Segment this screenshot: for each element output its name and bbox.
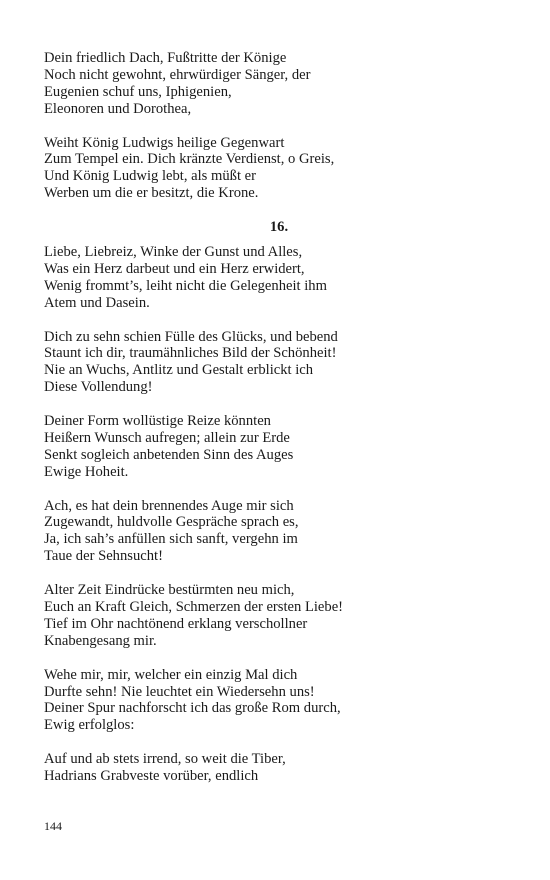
- verse-line: Ja, ich sah’s anfüllen sich sanft, vergehn im: [44, 531, 298, 548]
- stanza: [44, 582, 514, 650]
- stanza: [44, 751, 514, 785]
- stanza: [44, 413, 514, 481]
- verse-line: Ach, es hat dein brennendes Auge mir sich: [44, 497, 294, 514]
- verse-line: Senkt sogleich anbetenden Sinn des Auges: [44, 446, 294, 463]
- verse-line: Eleonoren und Dorothea,: [44, 100, 192, 117]
- stanza: [44, 498, 514, 566]
- verse-line: Auf und ab stets irrend, so weit die Tiber,: [44, 751, 286, 768]
- stanza: [44, 50, 514, 118]
- verse-line: Zum Tempel ein. Dich kränzte Verdienst, o Greis,: [44, 151, 335, 168]
- verse-line: Dein friedlich Dach, Fußtritte der Könige: [44, 50, 287, 66]
- verse-line: Nie an Wuchs, Antlitz und Gestalt erblickt ich: [44, 362, 314, 379]
- verse-line: Durfte sehn! Nie leuchtet ein Wiedersehn uns!: [44, 683, 315, 700]
- verse-line: Wehe mir, mir, welcher ein einzig Mal dich: [44, 666, 298, 683]
- verse-line: Liebe, Liebreiz, Winke der Gunst und Alles,: [44, 244, 303, 261]
- verse-line: Hadrians Grabveste vorüber, endlich: [44, 768, 259, 785]
- verse-line: Knabengesang mir.: [44, 632, 157, 649]
- stanza: [44, 667, 514, 735]
- verse-line: Deiner Spur nachforscht ich das große Rom durch,: [44, 700, 341, 717]
- verse-line: Noch nicht gewohnt, ehrwürdiger Sänger, der: [44, 66, 311, 83]
- verse-line: Dich zu sehn schien Fülle des Glücks, und bebend: [44, 328, 338, 345]
- verse-line: Ewige Hoheit.: [44, 463, 129, 480]
- stanza: [44, 244, 514, 312]
- verse-line: Tief im Ohr nachtönend erklang verschollner: [44, 615, 308, 632]
- verse-line: Atem und Dasein.: [44, 294, 150, 311]
- verse-line: Heißern Wunsch aufregen; allein zur Erde: [44, 429, 290, 446]
- stanza: [44, 329, 514, 397]
- page-number: 144: [44, 819, 62, 833]
- verse-line: Taue der Sehnsucht!: [44, 548, 163, 565]
- verse-line: Ewig erfolglos:: [44, 717, 135, 734]
- verse-line: Und König Ludwig lebt, als müßt er: [44, 168, 256, 185]
- verse-line: Staunt ich dir, traumähnliches Bild der Schönheit!: [44, 345, 337, 362]
- verse-line: Eugenien schuf uns, Iphigenien,: [44, 83, 232, 100]
- verse-line: Werben um die er besitzt, die Krone.: [44, 185, 259, 202]
- stanzas-before: [44, 50, 514, 202]
- verse-line: Euch an Kraft Gleich, Schmerzen der ersten Liebe!: [44, 599, 344, 615]
- verse-line: Weiht König Ludwigs heilige Gegenwart: [44, 134, 285, 151]
- verse-line: Was ein Herz darbeut und ein Herz erwidert,: [44, 260, 305, 277]
- verse-line: Wenig frommt’s, leiht nicht die Gelegenheit ihm: [44, 277, 327, 294]
- stanzas-after: [44, 244, 514, 785]
- verse-line: Zugewandt, huldvolle Gespräche sprach es,: [44, 514, 299, 531]
- verse-line: Diese Vollendung!: [44, 379, 153, 396]
- poem-number: 16.: [269, 219, 289, 236]
- stanza: [44, 135, 514, 203]
- verse-line: Deiner Form wollüstige Reize könnten: [44, 413, 271, 430]
- verse-line: Alter Zeit Eindrücke bestürmten neu mich,: [44, 582, 295, 599]
- poem-text: [44, 50, 514, 802]
